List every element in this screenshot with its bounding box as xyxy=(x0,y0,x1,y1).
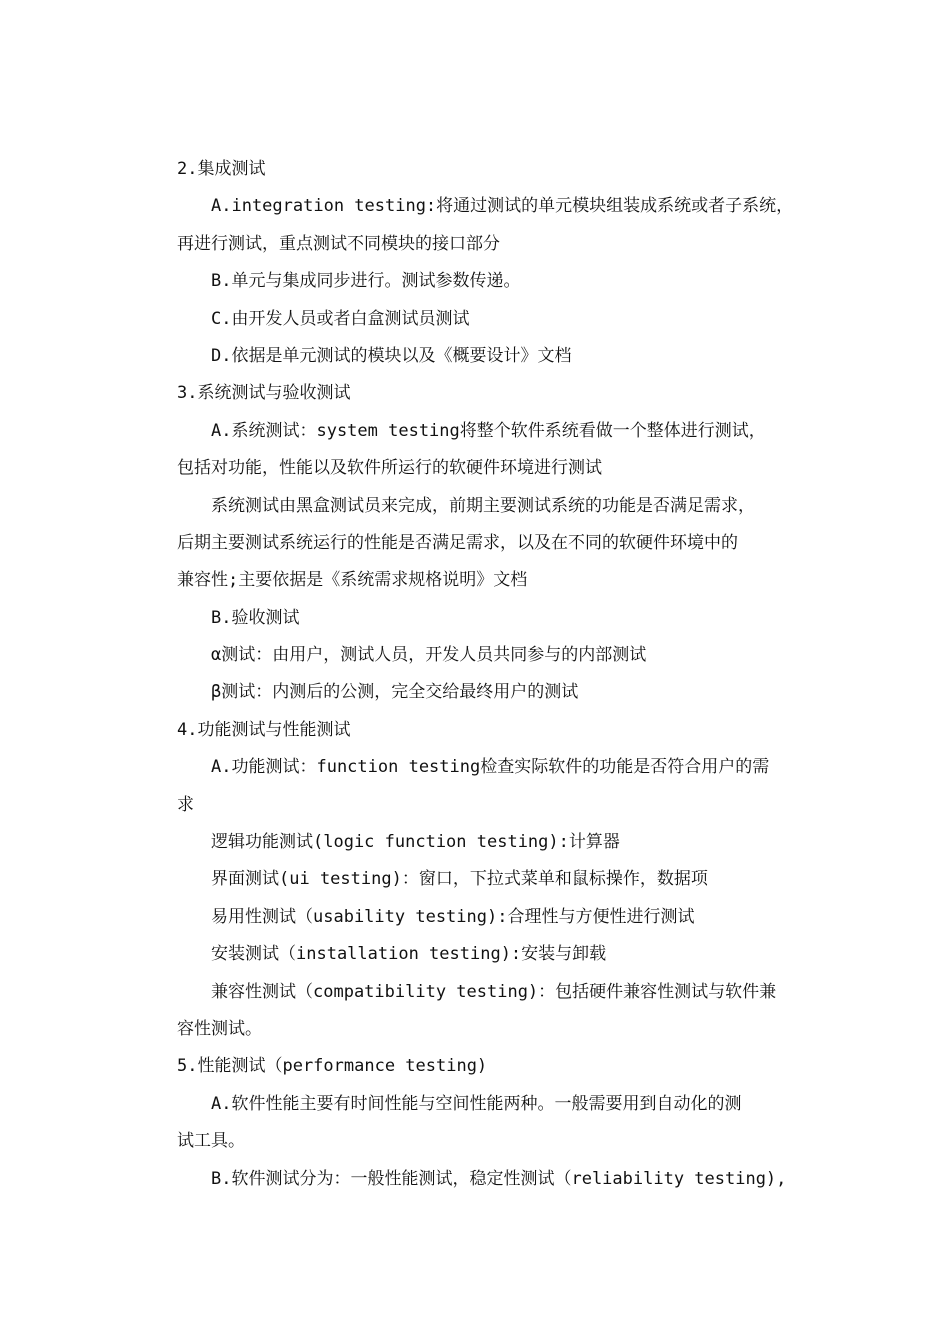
paragraph-line: 易用性测试（usability testing):合理性与方便性进行测试 xyxy=(211,906,695,927)
paragraph-line: 系统测试由黑盒测试员来完成，前期主要测试系统的功能是否满足需求， xyxy=(211,495,755,516)
paragraph-line: A.软件性能主要有时间性能与空间性能两种。一般需要用到自动化的测 xyxy=(211,1093,742,1114)
paragraph-line: 兼容性;主要依据是《系统需求规格说明》文档 xyxy=(177,570,528,591)
paragraph-line: 逻辑功能测试(logic function testing):计算器 xyxy=(211,832,620,853)
paragraph-line: 安装测试（installation testing):安装与卸载 xyxy=(211,944,607,965)
document-body xyxy=(177,151,817,1198)
paragraph-line: 界面测试(ui testing)：窗口，下拉式菜单和鼠标操作，数据项 xyxy=(211,869,708,890)
section-heading-integration-testing: 2.集成测试 xyxy=(177,159,266,179)
section-heading-performance-testing: 5.性能测试（performance testing) xyxy=(177,1056,488,1077)
paragraph-line: C.由开发人员或者白盒测试员测试 xyxy=(211,308,470,329)
paragraph-line: A.功能测试：function testing检查实际软件的功能是否符合用户的需 xyxy=(211,757,770,778)
paragraph-line: B.验收测试 xyxy=(211,607,300,628)
paragraph-line: D.依据是单元测试的模块以及《概要设计》文档 xyxy=(211,345,572,366)
paragraph-line: 试工具。 xyxy=(177,1131,245,1152)
section-heading-system-acceptance-testing: 3.系统测试与验收测试 xyxy=(177,383,351,404)
paragraph-line: 后期主要测试系统运行的性能是否满足需求，以及在不同的软硬件环境中的 xyxy=(177,532,738,553)
paragraph-line: α测试：由用户，测试人员，开发人员共同参与的内部测试 xyxy=(211,645,647,666)
paragraph-line: β测试：内测后的公测，完全交给最终用户的测试 xyxy=(211,682,579,703)
paragraph-line: B.软件测试分为：一般性能测试，稳定性测试（reliability testing), xyxy=(211,1168,787,1189)
paragraph-line: A.系统测试：system testing将整个软件系统看做一个整体进行测试， xyxy=(211,420,766,441)
paragraph-line: 兼容性测试（compatibility testing)：包括硬件兼容性测试与软件兼 xyxy=(211,981,777,1002)
section-heading-function-performance-testing: 4.功能测试与性能测试 xyxy=(177,719,351,740)
paragraph-line: 容性测试。 xyxy=(177,1018,262,1039)
paragraph-line: 再进行测试，重点测试不同模块的接口部分 xyxy=(177,233,500,254)
paragraph-line: B.单元与集成同步进行。测试参数传递。 xyxy=(211,271,521,292)
paragraph-line: 包括对功能，性能以及软件所运行的软硬件环境进行测试 xyxy=(177,458,602,479)
paragraph-line: 求 xyxy=(177,794,194,815)
paragraph-line: A.integration testing:将通过测试的单元模块组装成系统或者子系统， xyxy=(211,196,794,217)
